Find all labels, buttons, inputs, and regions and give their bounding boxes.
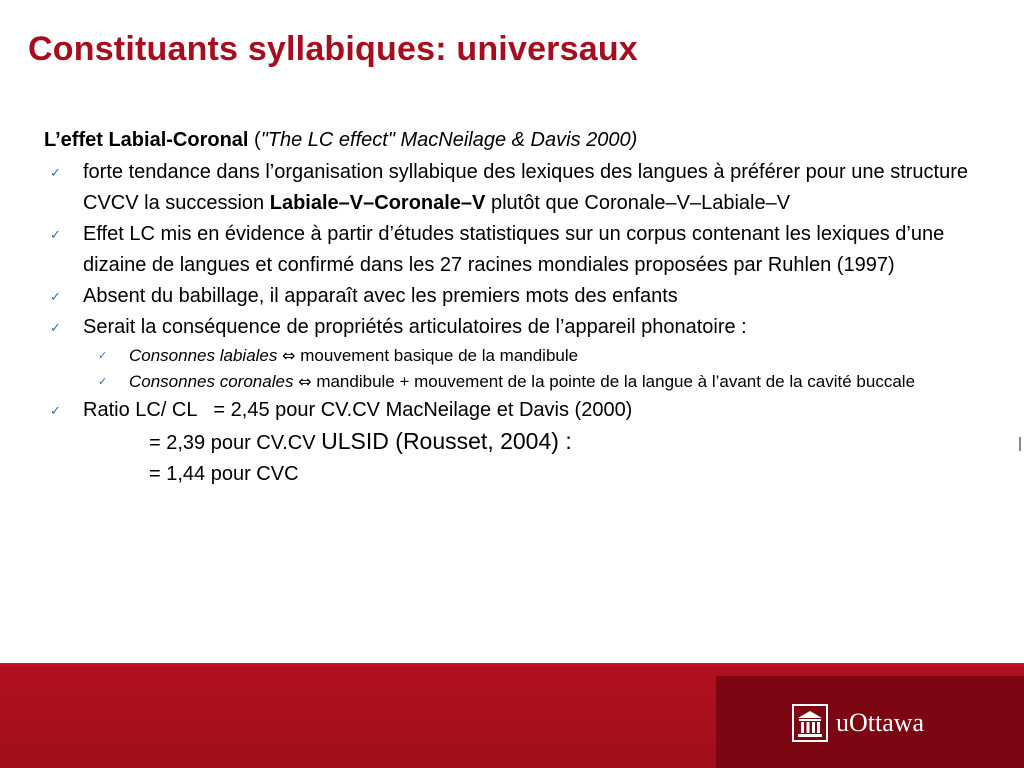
sub-bullet-item	[44, 369, 1004, 395]
bullet-bold: Labiale–V–Coronale–V	[269, 192, 486, 214]
bullet-text: Serait la conséquence de propriétés articulatoires de l’appareil phonatoire :	[83, 316, 747, 338]
check-icon: ✓	[50, 320, 61, 335]
check-icon: ✓	[50, 403, 61, 418]
bullet-text: Effet LC mis en évidence à partir d’études statistiques sur un corpus contenant les lexiques d’une dizaine de langues et confirmé dans les 27 racines mondiales proposées par Ruhlen (1997)	[83, 223, 945, 276]
edge-mark	[1019, 437, 1021, 451]
bullet-item	[44, 281, 1004, 312]
ratio-line-2	[44, 426, 1004, 459]
bullet-text: Absent du babillage, il apparaît avec les premiers mots des enfants	[83, 285, 678, 307]
slide-body	[44, 125, 1004, 490]
check-icon: ✓	[98, 376, 108, 388]
sub-bullet-text: mandibule + mouvement de la pointe de la langue à l’avant de la cavité buccale	[311, 372, 916, 391]
ratio-line-3: = 1,44 pour CVC	[149, 463, 299, 485]
ratio-line-1: Ratio LC/ CL = 2,45 pour CV.CV MacNeilage et Davis (2000)	[83, 399, 633, 421]
logo-text: uOttawa	[836, 708, 925, 737]
bullet-text: forte tendance dans l’organisation syllabique des lexiques des langues à préférer pour une structure CVCV la succession	[83, 161, 968, 214]
bullet-item	[44, 312, 1004, 343]
bullet-item	[44, 219, 1004, 281]
section-heading	[44, 125, 1004, 155]
double-arrow-icon: ⇔	[282, 346, 296, 365]
check-icon: ✓	[98, 350, 108, 362]
uottawa-logo	[792, 704, 924, 742]
double-arrow-icon: ⇔	[298, 372, 312, 391]
ratio-line-2-a: = 2,39 pour CV.CV	[149, 432, 322, 454]
university-building-icon	[792, 704, 828, 742]
check-icon: ✓	[50, 227, 61, 242]
heading-bold: L’effet Labial-Coronal	[44, 129, 249, 151]
check-icon: ✓	[50, 165, 61, 180]
sub-bullet-italic: Consonnes coronales	[129, 372, 294, 391]
sub-bullet-italic: Consonnes labiales	[129, 346, 278, 365]
heading-citation: "The LC effect" MacNeilage & Davis 2000)	[260, 129, 638, 151]
ratio-line-2-b: ULSID (Rousset, 2004) :	[321, 428, 572, 454]
sub-bullet-text: mouvement basique de la mandibule	[295, 346, 579, 365]
heading-paren: (	[248, 129, 261, 151]
slide-title: Constituants syllabiques: universaux	[28, 30, 638, 68]
bullet-text-end: plutôt que Coronale–V–Labiale–V	[485, 192, 791, 214]
bullet-item	[44, 395, 1004, 426]
sub-bullet-item	[44, 343, 1004, 369]
bullet-item	[44, 157, 1004, 219]
check-icon: ✓	[50, 289, 61, 304]
